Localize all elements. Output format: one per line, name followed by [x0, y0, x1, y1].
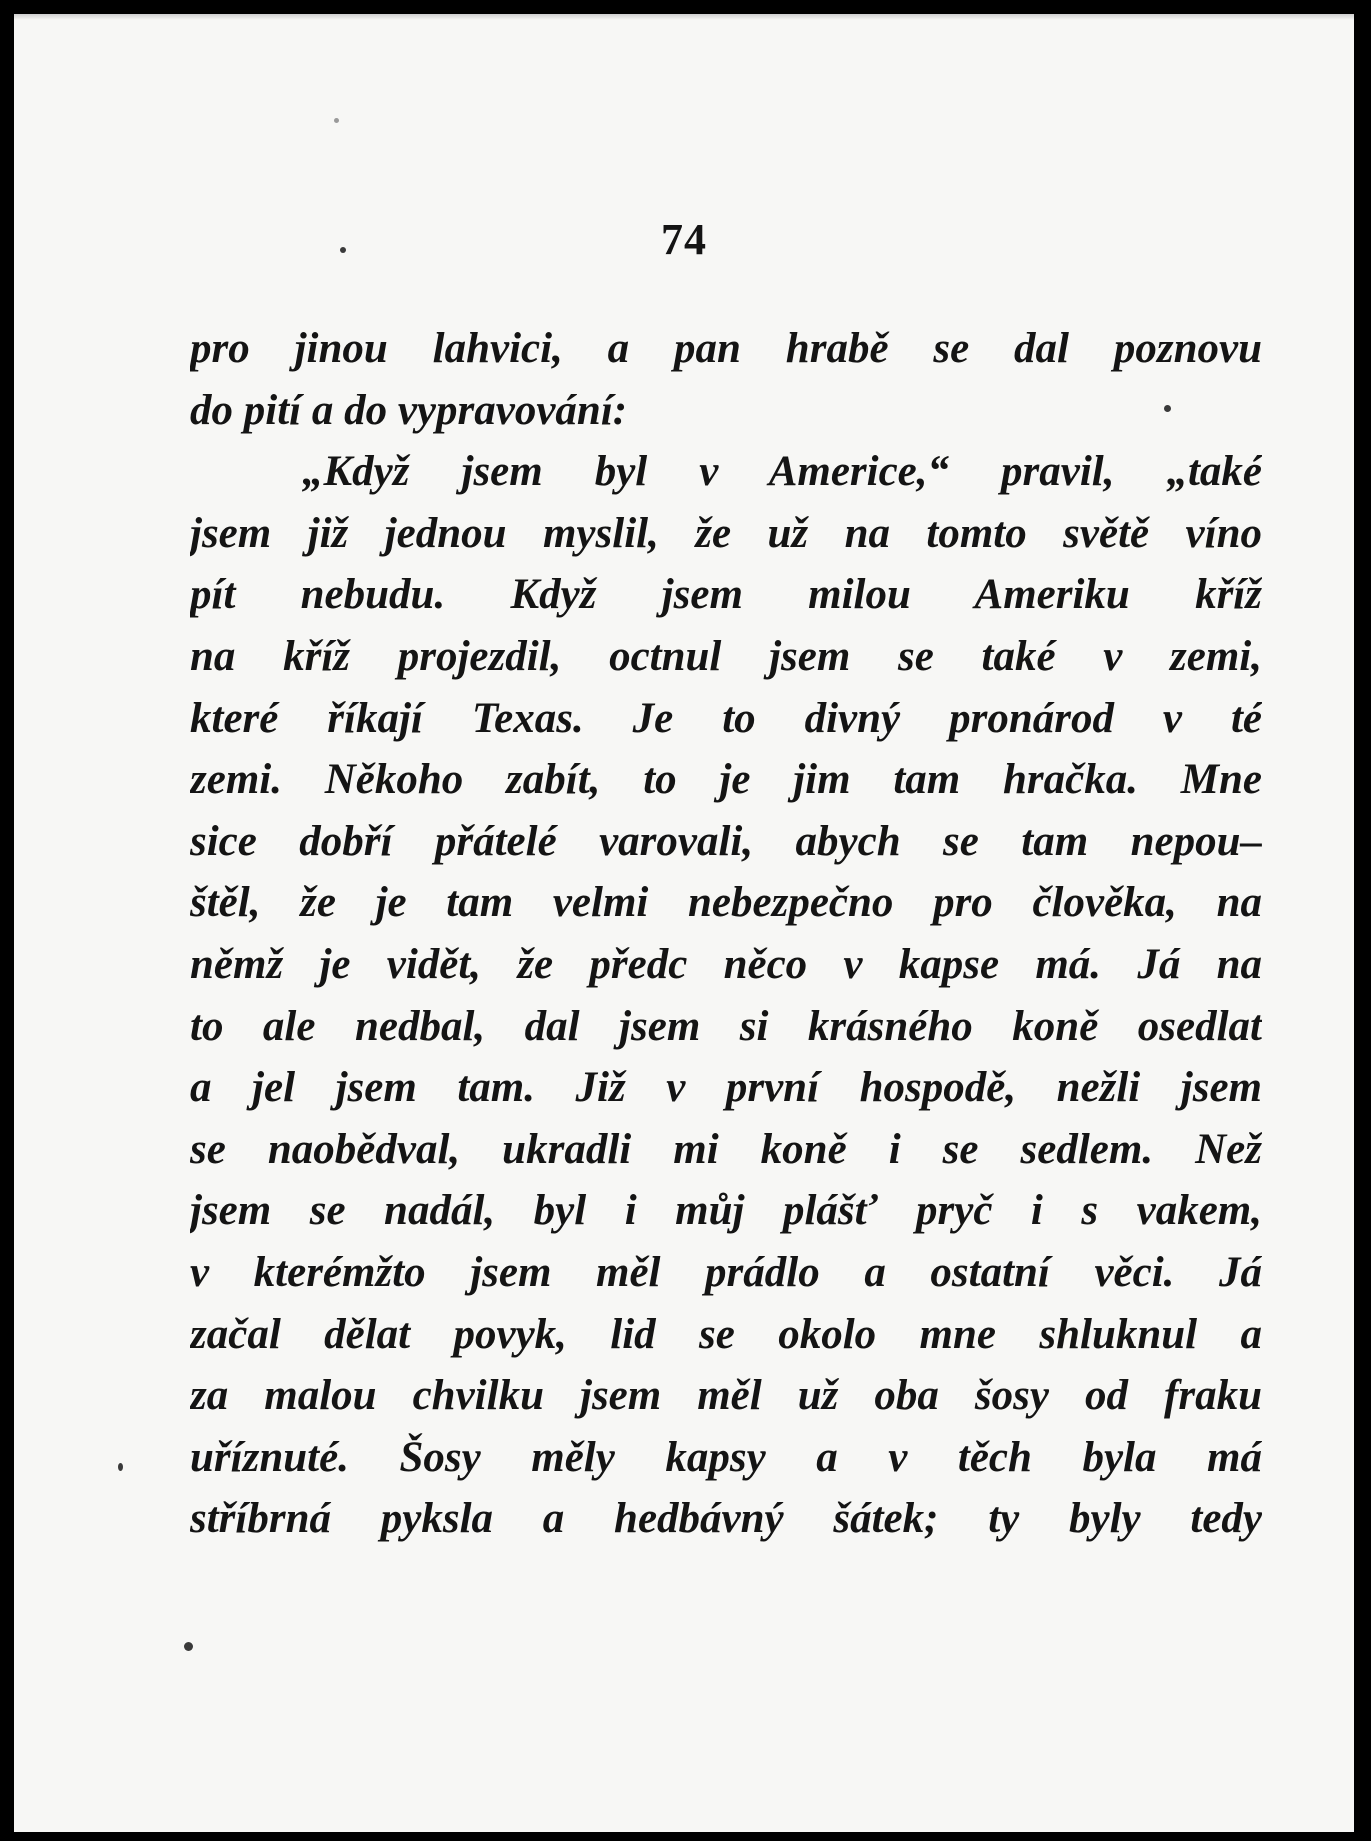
text-line: sice dobří přátelé varovali, abych se tam nepou–	[190, 817, 1262, 865]
page-top-edge	[14, 14, 1354, 20]
text-line: pro jinou lahvici, a pan hrabě se dal poznovu	[190, 325, 1262, 372]
text-line: do pití a do vypravování:	[190, 386, 628, 434]
ink-speck	[340, 247, 346, 253]
text-line: v kterémžto jsem měl prádlo a ostatní věci. Já	[190, 1248, 1262, 1296]
page-number: 74	[661, 215, 707, 264]
text-line: začal dělat povyk, lid se okolo mne shluknul a	[190, 1310, 1262, 1358]
ink-speck	[118, 1463, 123, 1471]
text-line: se naobědval, ukradli mi koně i se sedlem. Než	[190, 1125, 1262, 1173]
text-line: a jel jsem tam. Již v první hospodě, nežli jsem	[190, 1064, 1262, 1112]
text-line: které říkají Texas. Je to divný pronárod v té	[190, 694, 1262, 742]
text-line: němž je vidět, že předc něco v kapse má. Já na	[190, 940, 1262, 988]
text-line: na kříž projezdil, octnul jsem se také v zemi,	[190, 632, 1262, 680]
text-line: zemi. Někoho zabít, to je jim tam hračka. Mne	[190, 756, 1262, 804]
text-line: stříbrná pyksla a hedbávný šátek; ty byly tedy	[190, 1495, 1262, 1543]
body-text	[190, 318, 1262, 1550]
ink-speck	[1164, 405, 1171, 412]
text-line: pít nebudu. Když jsem milou Ameriku kříž	[190, 571, 1262, 619]
text-line: „Když jsem byl v Americe,“ pravil, „také	[302, 448, 1262, 496]
text-line: za malou chvilku jsem měl už oba šosy od fraku	[190, 1372, 1262, 1420]
text-line: to ale nedbal, dal jsem si krásného koně osedlat	[190, 1002, 1262, 1050]
ink-speck	[334, 118, 339, 123]
text-line: jsem již jednou myslil, že už na tomto světě víno	[190, 509, 1262, 557]
text-line: uříznuté. Šosy měly kapsy a v těch byla má	[190, 1433, 1262, 1481]
ink-speck	[184, 1642, 193, 1651]
text-line: štěl, že je tam velmi nebezpečno pro člověka, na	[190, 879, 1262, 927]
book-page	[14, 14, 1354, 1832]
text-line: jsem se nadál, byl i můj plášť pryč i s vakem,	[190, 1187, 1262, 1235]
